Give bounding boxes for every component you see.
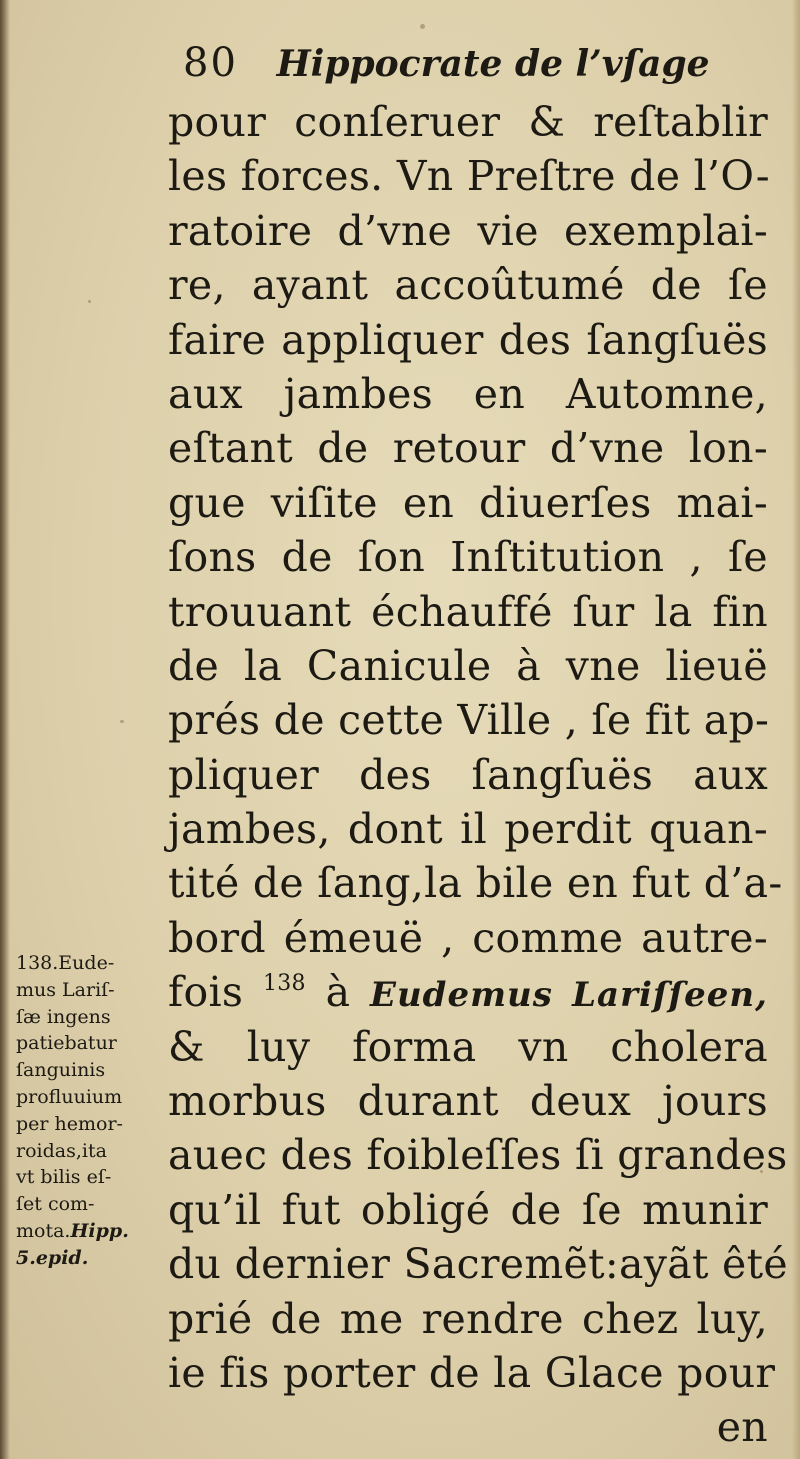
binding-edge	[0, 0, 10, 1459]
marginal-note	[16, 950, 166, 1272]
text-line: du dernier Sacremẽt:ayãt êté	[168, 1240, 788, 1289]
note-line: patiebatur	[16, 1032, 117, 1055]
text-line: les forces. Vn Preſtre de l’O-	[168, 152, 770, 201]
page-number: 80	[183, 40, 238, 86]
note-line: mus Lariſ-	[16, 978, 115, 1001]
text-line: ie fis porter de la Glace pour	[168, 1348, 776, 1397]
text-line: & luy forma vn cholera	[168, 1022, 768, 1071]
text-line: tité de ſang,la bile en fut d’a-	[168, 859, 783, 908]
note-line: ſanguinis	[16, 1059, 106, 1082]
running-head	[183, 38, 710, 88]
text-line: bord émeuë , comme autre-	[168, 913, 768, 962]
note-line: vt bilis eſ-	[16, 1166, 112, 1189]
note-line: ſæ ingens	[16, 1005, 111, 1028]
ref-line-middle: à	[325, 968, 351, 1017]
text-line: auec des foibleſſes ſi grandes	[168, 1131, 788, 1180]
text-line: prié de me rendre chez luy,	[168, 1294, 768, 1343]
paper-speck	[88, 300, 91, 303]
note-source-line	[16, 1218, 166, 1245]
paper-speck	[120, 720, 124, 723]
text-line: faire appliquer des ſangſuës	[168, 315, 768, 364]
text-line: trouuant échauffé ſur la fin	[168, 587, 768, 636]
note-source-italic: Hipp.	[70, 1219, 129, 1242]
text-line: pliquer des ſangſuës aux	[168, 750, 768, 799]
note-source-plain: mota.	[16, 1219, 71, 1242]
text-line: qu’il fut obligé de ſe munir	[168, 1185, 768, 1234]
paper-speck	[420, 24, 425, 29]
italic-name: Eudemus Lariſſeen,	[370, 975, 768, 1016]
body-text	[168, 95, 788, 1455]
text-line: de la Canicule à vne lieuë	[168, 641, 768, 690]
ref-line-before: fois	[168, 968, 244, 1017]
text-line: eſtant de retour d’vne lon-	[168, 424, 768, 473]
text-line: re, ayant accoûtumé de ſe	[168, 261, 768, 310]
note-source-line: 5.epid.	[16, 1246, 89, 1269]
text-line: morbus durant deux jours	[168, 1077, 768, 1126]
text-line: ratoire d’vne vie exemplai-	[168, 206, 768, 255]
running-title: Hippocrate de l’vſage	[276, 43, 710, 85]
note-line: roidas,ita	[16, 1139, 107, 1162]
text-line: aux jambes en Automne,	[168, 369, 768, 418]
paper-speck	[760, 1170, 763, 1173]
note-line: per hemor-	[16, 1112, 123, 1135]
text-line: prés de cette Ville , ſe fit ap-	[168, 696, 770, 745]
text-line: gue viſite en diuerſes mai-	[168, 478, 768, 527]
note-line: ſet com-	[16, 1193, 95, 1216]
page-edge-shadow	[792, 0, 800, 1459]
text-line: jambes, dont il perdit quan-	[168, 805, 768, 854]
footnote-mark: 138	[262, 971, 306, 997]
footnote-reference-line	[168, 965, 768, 1019]
text-line: pour conſeruer & reſtablir	[168, 98, 768, 146]
note-line: profluuium	[16, 1085, 123, 1108]
note-line: 138.Eude-	[16, 952, 115, 974]
catchword: en	[716, 1403, 768, 1452]
text-line: ſons de ſon Inſtitution , ſe	[168, 533, 768, 582]
